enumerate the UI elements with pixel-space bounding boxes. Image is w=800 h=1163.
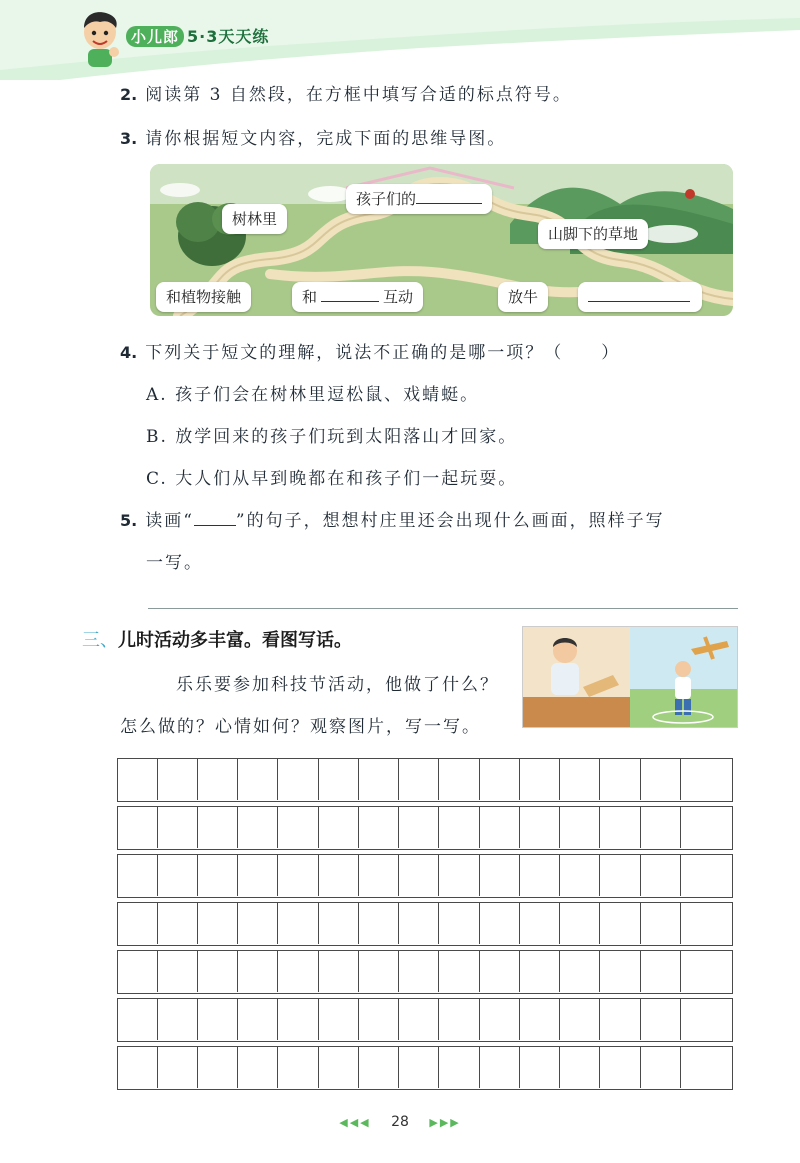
option-a[interactable]: A. 孩子们会在树林里逗松鼠、戏蜻蜓。 xyxy=(146,385,480,405)
question-text-after: ”的句子，想想村庄里还会出现什么画面，照样子写 xyxy=(235,511,665,531)
question-number: 3. xyxy=(120,129,138,148)
section-3-prompt-line1: 乐乐要参加科技节活动，他做了什么？ xyxy=(176,675,499,695)
question-3 xyxy=(120,124,506,149)
question-2 xyxy=(120,80,572,105)
brand-pill: 小儿郎 xyxy=(126,26,184,47)
option-c[interactable]: C. 大人们从早到晚都在和孩子们一起玩耍。 xyxy=(146,469,518,489)
underline-sample xyxy=(194,512,236,526)
question-text: 请你根据短文内容，完成下面的思维导图。 xyxy=(145,129,507,149)
fill-blank[interactable] xyxy=(416,188,482,204)
question-text: 下列关于短文的理解，说法不正确的是哪一项？（ ） xyxy=(145,343,621,363)
question-5 xyxy=(120,506,665,531)
grid-row[interactable] xyxy=(117,758,733,802)
mascot-icon xyxy=(76,8,124,68)
page-footer xyxy=(0,1114,800,1130)
fill-blank[interactable] xyxy=(588,286,690,302)
section-title: 儿时活动多丰富。看图写话。 xyxy=(118,630,352,651)
brand-text: 5·3天天练 xyxy=(187,27,270,46)
right-arrows-icon: ▶▶▶ xyxy=(429,1116,461,1129)
mindmap-right-top: 山脚下的草地 xyxy=(538,219,648,249)
question-5-line2: 一写。 xyxy=(146,553,203,573)
question-number: 5. xyxy=(120,511,138,530)
brand-logo xyxy=(126,24,269,47)
mindmap-bottom-3: 放牛 xyxy=(498,282,548,312)
mindmap-left-top: 树林里 xyxy=(222,204,287,234)
grid-row[interactable] xyxy=(117,1046,733,1090)
left-arrows-icon: ◀◀◀ xyxy=(339,1116,371,1129)
grid-row[interactable] xyxy=(117,854,733,898)
answer-line[interactable] xyxy=(148,608,738,609)
fill-blank[interactable] xyxy=(321,286,379,302)
section-number: 三、 xyxy=(82,630,118,651)
mindmap-center-box xyxy=(346,184,492,214)
question-number: 2. xyxy=(120,85,138,104)
mind-map xyxy=(150,164,733,316)
option-b[interactable]: B. 放学回来的孩子们玩到太阳落山才回家。 xyxy=(146,427,518,447)
grid-row[interactable] xyxy=(117,998,733,1042)
mindmap-bottom-2 xyxy=(292,282,423,312)
grid-row[interactable] xyxy=(117,950,733,994)
grid-row[interactable] xyxy=(117,902,733,946)
mindmap-bottom-2-prefix: 和 xyxy=(302,288,318,306)
mindmap-bottom-1: 和植物接触 xyxy=(156,282,251,312)
mindmap-center-label: 孩子们的 xyxy=(356,190,417,208)
question-number: 4. xyxy=(120,343,138,362)
section-3-prompt-line2: 怎么做的？心情如何？观察图片，写一写。 xyxy=(120,717,481,737)
mindmap-bottom-4 xyxy=(578,282,702,312)
question-text-before: 读画“ xyxy=(145,511,194,531)
writing-grid[interactable] xyxy=(117,758,733,1090)
mindmap-bottom-2-suffix: 互动 xyxy=(383,288,414,306)
question-text: 阅读第 3 自然段，在方框中填写合适的标点符号。 xyxy=(145,85,572,105)
page-number: 28 xyxy=(391,1114,409,1130)
question-4 xyxy=(120,338,620,363)
grid-row[interactable] xyxy=(117,806,733,850)
activity-illustration xyxy=(522,626,738,728)
section-3-title xyxy=(82,626,352,652)
